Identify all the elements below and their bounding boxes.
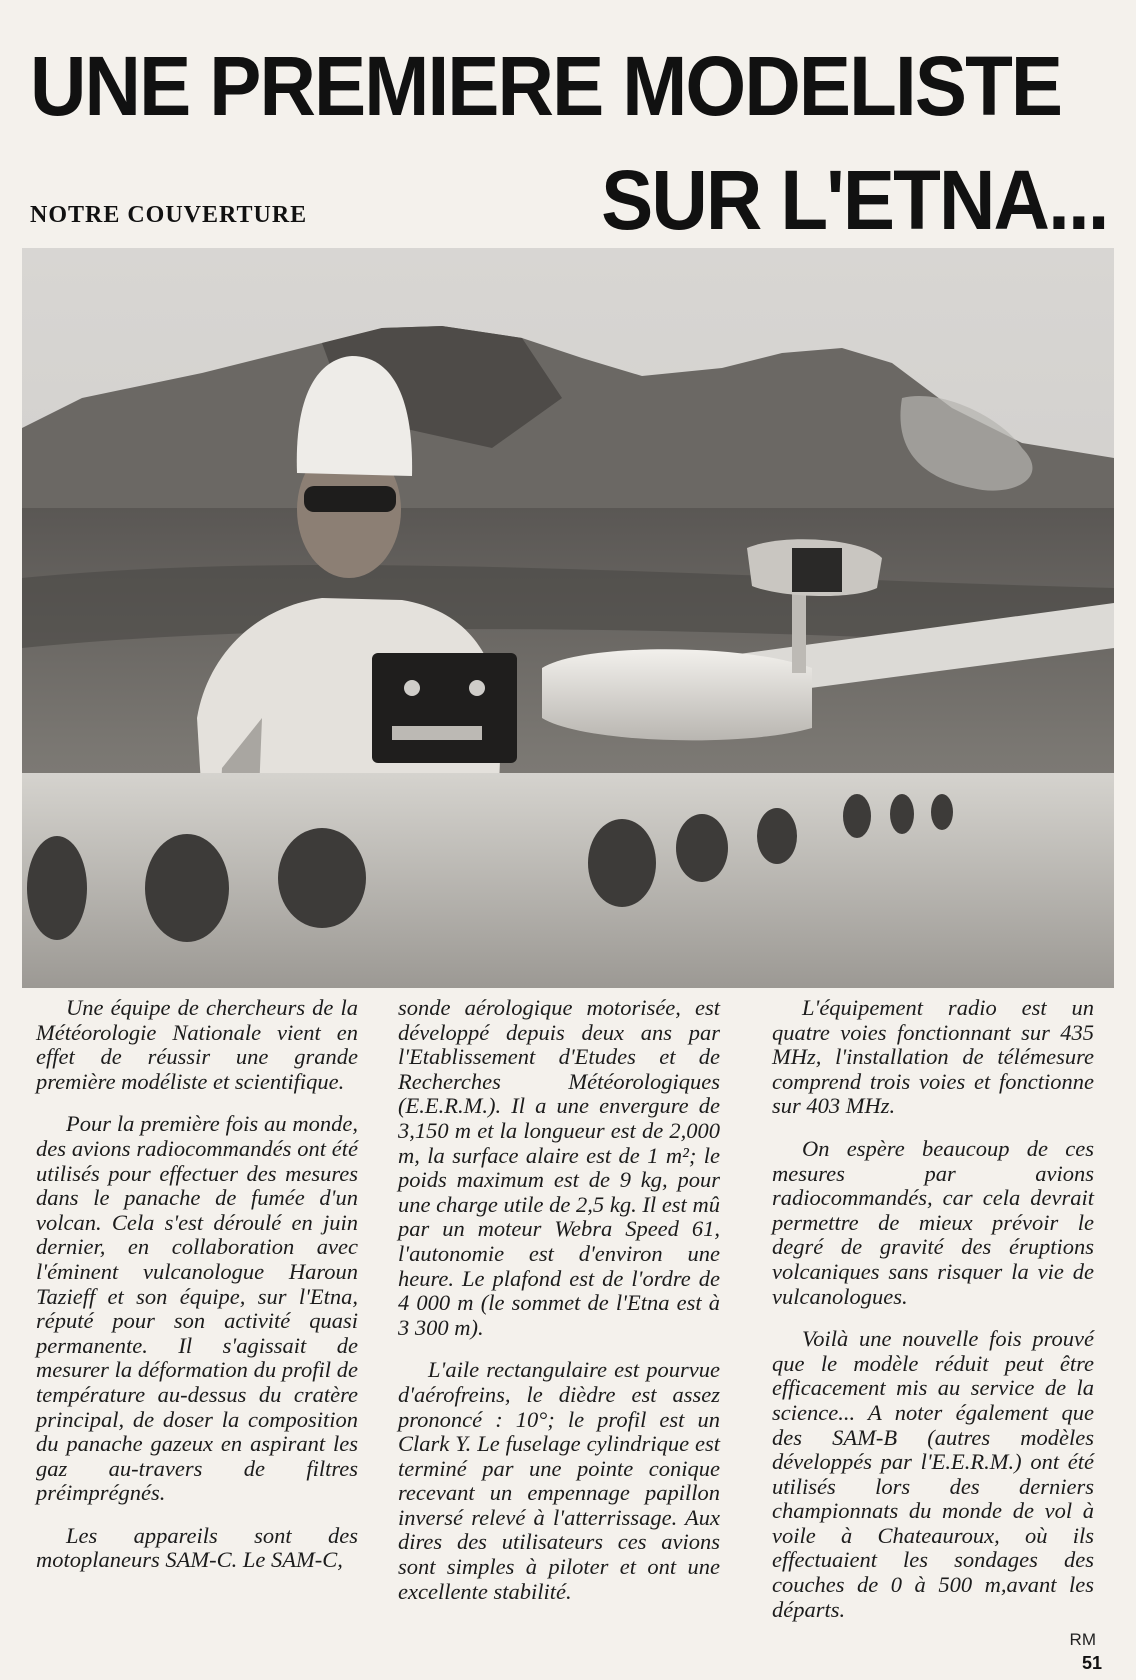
page-number: 51 <box>1081 1653 1102 1673</box>
cover-photo <box>22 248 1114 988</box>
radio-transmitter <box>372 653 517 763</box>
paragraph: On espère beaucoup de ces mesures par avions radiocommandés, car cela devrait permettre de mieux prévoir le degré de gravité des éruptions volcaniques sans risquer la vie de vulcanologues. <box>772 1135 1094 1309</box>
paragraph: L'équipement radio est un quatre voies fonctionnant sur 435 MHz, l'installation de télémesure comprend trois voies et fonctionne sur 403 MHz. <box>772 995 1094 1119</box>
text-column-3 <box>772 996 1094 1640</box>
sunglasses <box>304 486 396 512</box>
text-column-1 <box>36 996 358 1591</box>
paragraph: L'aile rectangulaire est pourvue d'aérofreins, le dièdre est assez prononcé : 10°; le profil est un Clark Y. Le fuselage cylindrique est terminé par une pointe conique recevant un empennage papillon inversé relevé à l'atterrissage. Aux dires des utilisateurs ces avions sont simples à piloter et ont une excellente stabilité. <box>398 1357 720 1604</box>
paragraph: Les appareils sont des motoplaneurs SAM-C. Le SAM-C, <box>36 1522 358 1573</box>
magazine-initials: RM <box>1069 1630 1096 1649</box>
paragraph: Pour la première fois au monde, des avions radiocommandés ont été utilisés pour effectuer des mesures dans le panache de fumée d'un volcan. Cela s'est déroulé en juin dernier, en collaboration avec l'éminent vulcanologue Haroun Tazieff et son équipe, sur l'Etna, réputé pour son activité quasi permanente. Il s'agissait de mesurer la déformation du profil de température au-dessus du cratère principal, de doser la composition du panache gazeux en aspirant les gaz au-travers de filtres préimprégnés. <box>36 1111 358 1506</box>
photo-illustration <box>22 248 1114 988</box>
paragraph: sonde aérologique motorisée, est développé depuis deux ans par l'Etablissement d'Etudes et de Recherches Météorologiques (E.E.R.M.). Il a une envergure de 3,150 m et la longueur est de 2,000 m, la surface alaire est de 1 m²; le poids maximum est de 9 kg, pour une charge utile de 2,5 kg. Il est mû par un moteur Webra Speed 61, l'autonomie est d'environ une heure. Le plafond est de l'ordre de 4 000 m (le sommet de l'Etna est à 3 300 m). <box>398 995 720 1340</box>
text-column-2 <box>398 996 720 1622</box>
paragraph: Une équipe de chercheurs de la Météorologie Nationale vient en effet de réussir une grande première modéliste et scientifique. <box>36 995 358 1094</box>
paragraph: Voilà une nouvelle fois prouvé que le modèle réduit peut être efficacement mis au service de la science... A noter également que des SAM-B (autres modèles développés par l'E.E.R.M.) ont été utilisés lors des derniers championnats du monde de vol à voile à Chateauroux, où ils effectuaient les sondages des couches de 0 à 500 m,avant les départs. <box>772 1326 1094 1622</box>
aircraft-fuselage <box>542 649 812 740</box>
headline-line-2: SUR L'ETNA... <box>601 153 1108 247</box>
headline-line-1: UNE PREMIERE MODELISTE <box>30 39 1062 133</box>
section-kicker: NOTRE COUVERTURE <box>30 202 308 228</box>
